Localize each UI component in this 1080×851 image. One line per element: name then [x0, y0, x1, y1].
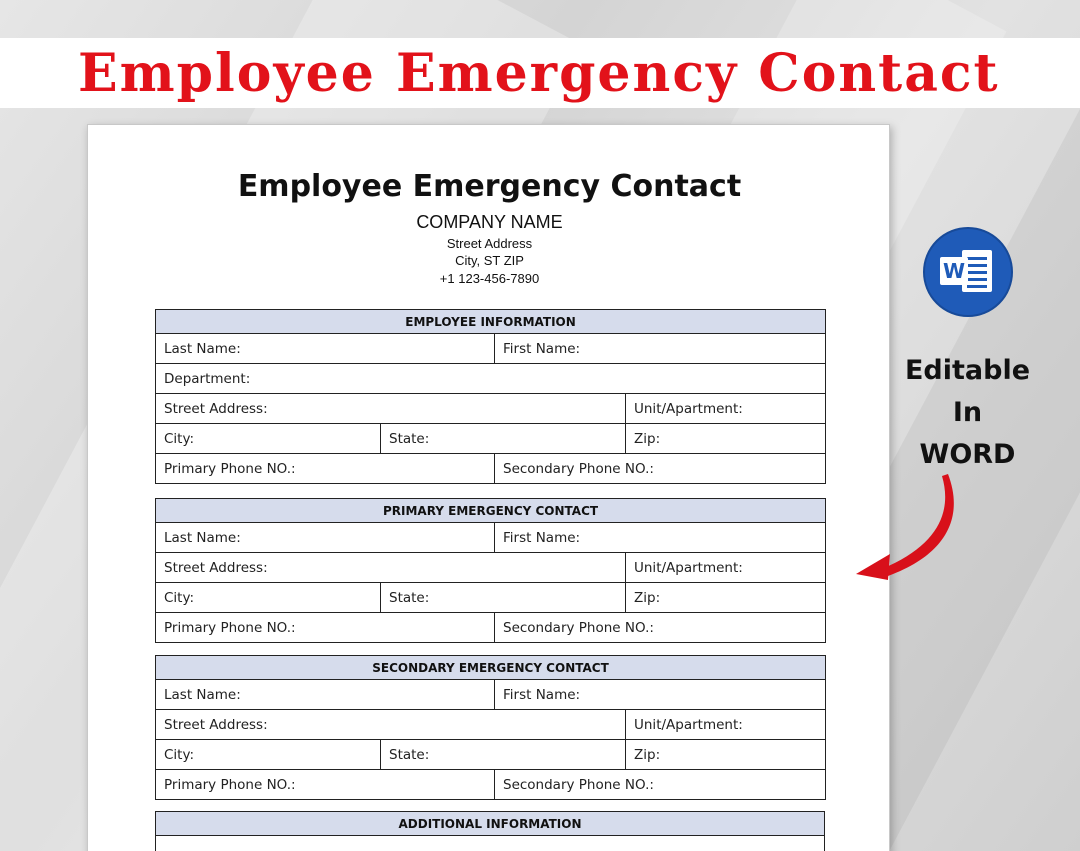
secondary-phone-field[interactable]: Secondary Phone NO.: — [495, 613, 826, 643]
table-row — [156, 836, 825, 851]
table-row — [156, 613, 826, 643]
first-name-field[interactable]: First Name: — [495, 523, 826, 553]
table-row — [156, 334, 826, 364]
zip-field[interactable]: Zip: — [626, 583, 826, 613]
table-row — [156, 454, 826, 484]
section-header: ADDITIONAL INFORMATION — [156, 812, 825, 836]
section-header: SECONDARY EMERGENCY CONTACT — [156, 656, 826, 680]
employee-information-table — [155, 309, 826, 484]
table-row — [156, 424, 826, 454]
word-icon — [922, 226, 1014, 318]
last-name-field[interactable]: Last Name: — [156, 334, 495, 364]
table-row — [156, 553, 826, 583]
zip-field[interactable]: Zip: — [626, 424, 826, 454]
first-name-field[interactable]: First Name: — [495, 680, 826, 710]
state-field[interactable]: State: — [381, 424, 626, 454]
in-label: In — [952, 397, 983, 428]
table-row — [156, 740, 826, 770]
company-phone: +1 123-456-7890 — [439, 271, 540, 286]
table-row — [156, 394, 826, 424]
curved-arrow-icon — [848, 470, 968, 590]
last-name-field[interactable]: Last Name: — [156, 680, 495, 710]
department-field[interactable]: Department: — [156, 364, 826, 394]
editable-in-word-label — [895, 350, 1040, 476]
zip-field[interactable]: Zip: — [626, 740, 826, 770]
section-header: PRIMARY EMERGENCY CONTACT — [156, 499, 826, 523]
table-row — [156, 583, 826, 613]
additional-information-field[interactable] — [156, 836, 825, 851]
document-page — [87, 124, 890, 851]
table-row — [156, 680, 826, 710]
primary-phone-field[interactable]: Primary Phone NO.: — [156, 454, 495, 484]
table-row — [156, 710, 826, 740]
city-field[interactable]: City: — [156, 583, 381, 613]
table-row — [156, 770, 826, 800]
street-address: Street Address — [446, 236, 533, 251]
unit-apartment-field[interactable]: Unit/Apartment: — [626, 553, 826, 583]
editable-label: Editable — [904, 355, 1031, 386]
city-field[interactable]: City: — [156, 740, 381, 770]
state-field[interactable]: State: — [381, 740, 626, 770]
city-state-zip: City, ST ZIP — [455, 253, 524, 268]
section-header: EMPLOYEE INFORMATION — [156, 310, 826, 334]
word-label: WORD — [919, 439, 1016, 470]
table-row — [156, 310, 826, 334]
street-address-field[interactable]: Street Address: — [156, 710, 626, 740]
unit-apartment-field[interactable]: Unit/Apartment: — [626, 710, 826, 740]
table-row — [156, 656, 826, 680]
last-name-field[interactable]: Last Name: — [156, 523, 495, 553]
table-row — [156, 523, 826, 553]
banner-title: Employee Emergency Contact — [78, 43, 1000, 104]
secondary-phone-field[interactable]: Secondary Phone NO.: — [495, 454, 826, 484]
unit-apartment-field[interactable]: Unit/Apartment: — [626, 394, 826, 424]
street-address-field[interactable]: Street Address: — [156, 553, 626, 583]
word-icon-letter: W — [942, 259, 966, 283]
document-title: Employee Emergency Contact — [237, 169, 742, 204]
primary-emergency-contact-table — [155, 498, 826, 643]
secondary-phone-field[interactable]: Secondary Phone NO.: — [495, 770, 826, 800]
company-name: COMPANY NAME — [416, 212, 563, 232]
additional-information-table — [155, 811, 825, 851]
primary-phone-field[interactable]: Primary Phone NO.: — [156, 613, 495, 643]
state-field[interactable]: State: — [381, 583, 626, 613]
primary-phone-field[interactable]: Primary Phone NO.: — [156, 770, 495, 800]
first-name-field[interactable]: First Name: — [495, 334, 826, 364]
city-field[interactable]: City: — [156, 424, 381, 454]
table-row — [156, 364, 826, 394]
street-address-field[interactable]: Street Address: — [156, 394, 626, 424]
secondary-emergency-contact-table — [155, 655, 826, 800]
table-row — [156, 812, 825, 836]
table-row — [156, 499, 826, 523]
